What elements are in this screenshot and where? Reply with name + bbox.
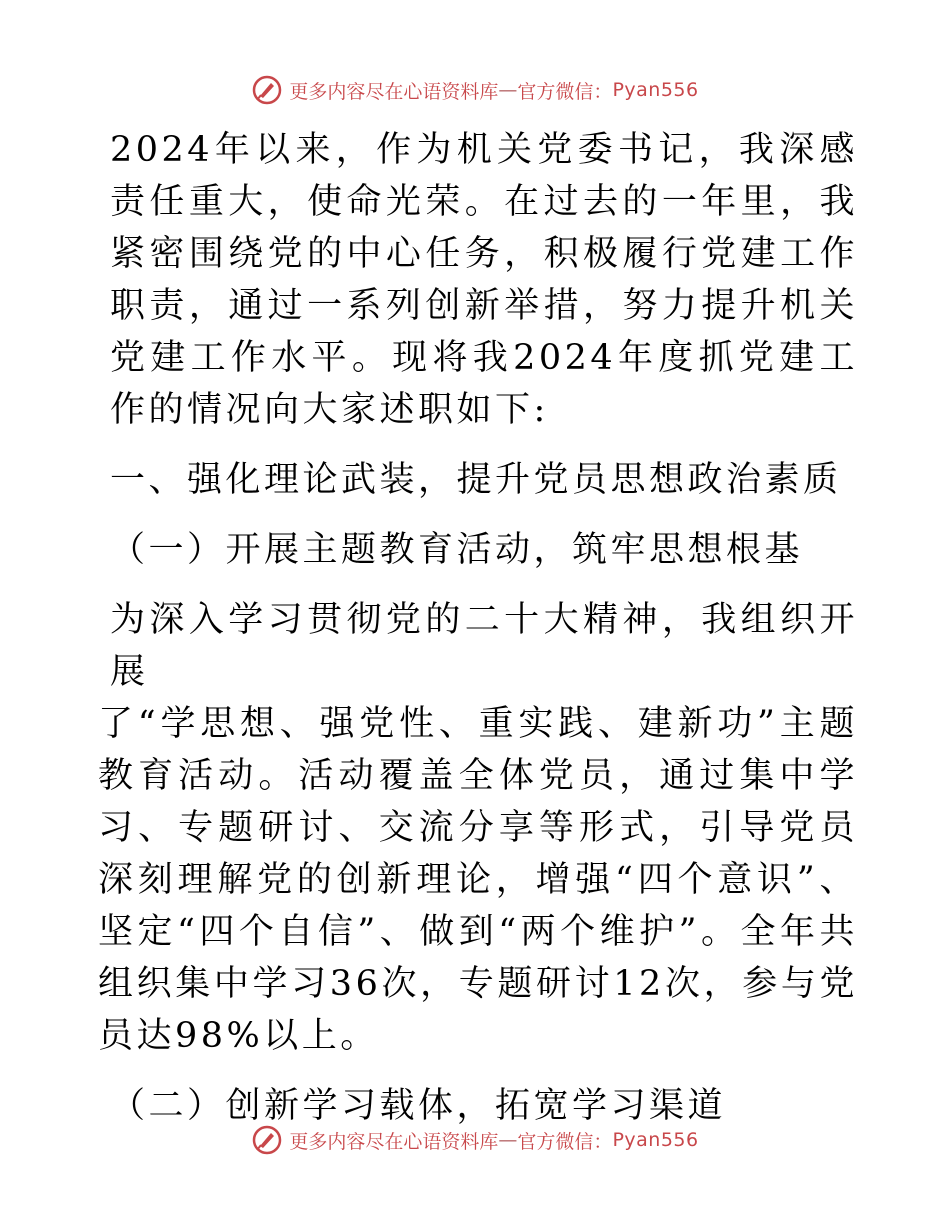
watermark-dash: —	[498, 1129, 518, 1151]
watermark-dash: —	[498, 79, 518, 101]
watermark-wechat-id: Pyan556	[612, 79, 699, 101]
section-1-title: 一、强化理论武装，提升党员思想政治素质	[110, 460, 842, 500]
quill-logo-icon	[251, 1124, 283, 1156]
intro-paragraph: 2024年以来，作为机关党委书记，我深感责任重大，使命光荣。在过去的一年里，我紧密围绕党的中心任务，积极履行党建工作职责，通过一系列创新举措，努力提升机关党建工作水平。现将我2024年度抓党建工作的情况向大家述职如下:	[110, 130, 858, 430]
subsection-1-first-line: 为深入学习贯彻党的二十大精神，我组织开展	[110, 600, 858, 692]
watermark-label: 官方微信：	[517, 80, 613, 103]
quill-logo-icon	[251, 74, 283, 106]
subsection-1-body: 了“学思想、强党性、重实践、建新功”主题教育活动。活动覆盖全体党员，通过集中学习、专题研讨、交流分享等形式，引导党员深刻理解党的创新理论，增强“四个意识”、坚定“四个自信”、做到“两个维护”。全年共组织集中学习36次，专题研讨12次，参与党员达98%以上。	[98, 704, 858, 1056]
subsection-2-title: （二）创新学习载体，拓宽学习渠道	[110, 1086, 727, 1126]
watermark-wechat-id: Pyan556	[612, 1129, 699, 1151]
document-body	[98, 124, 858, 1132]
watermark-footer	[0, 1120, 950, 1160]
watermark-text: 更多内容尽在心语资料库	[289, 80, 499, 103]
subsection-1-title: （一）开展主题教育活动，筑牢思想根基	[110, 530, 804, 570]
watermark-text: 更多内容尽在心语资料库	[289, 1130, 499, 1153]
watermark-header	[0, 70, 950, 110]
watermark-label: 官方微信：	[517, 1130, 613, 1153]
